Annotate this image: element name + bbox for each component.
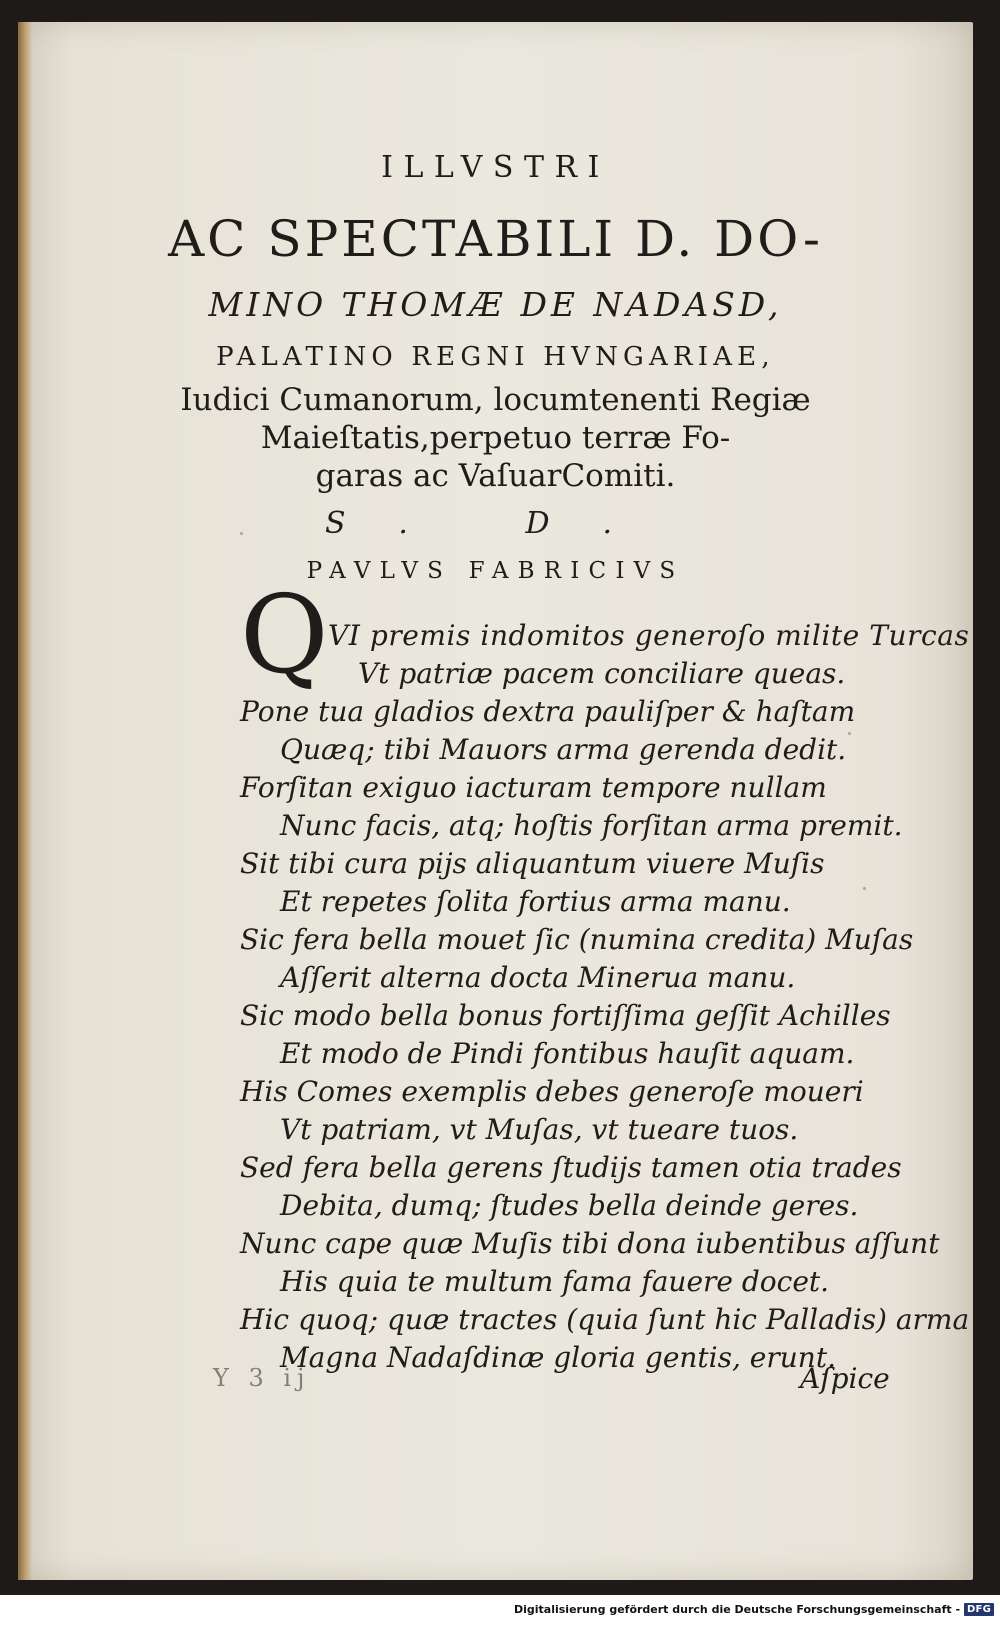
drop-capital: Q bbox=[240, 573, 329, 698]
poem-line-7: Sit tibi cura pijs aliquantum viuere Muſis bbox=[240, 847, 825, 880]
poem-line-8: Et repetes ſolita fortius arma manu. bbox=[280, 885, 791, 918]
signature-mark: Y 3 ij bbox=[213, 1364, 311, 1392]
book-page bbox=[18, 22, 973, 1580]
heading-line-1: ILLVSTRI bbox=[381, 150, 610, 185]
dfg-logo: DFG bbox=[964, 1603, 994, 1616]
heading-line-2: AC SPECTABILI D. DO- bbox=[168, 210, 823, 268]
author-name: PAVLVS FABRICIVS bbox=[306, 558, 685, 584]
ink-speck bbox=[258, 662, 261, 665]
poem-line-4: Quæq; tibi Mauors arma gerenda dedit. bbox=[280, 733, 847, 766]
heading-line-7: garas ac VaſuarComiti. bbox=[315, 458, 676, 494]
heading-line-5: Iudici Cumanorum, locumtenenti Regiæ bbox=[180, 382, 811, 418]
poem-line-19: Hic quoq; quæ tractes (quia ſunt hic Palladis) arma bbox=[240, 1303, 970, 1336]
poem-line-10: Aſſerit alterna docta Minerua manu. bbox=[280, 961, 796, 994]
poem-line-12: Et modo de Pindi fontibus hauſit aquam. bbox=[280, 1037, 855, 1070]
heading-line-6: Maieſtatis,perpetuo terræ Fo- bbox=[260, 420, 731, 456]
poem-line-15: Sed fera bella gerens ſtudijs tamen otia trades bbox=[240, 1151, 902, 1184]
salutation: S. D. bbox=[324, 506, 667, 541]
poem-line-6: Nunc facis, atq; hoſtis forſitan arma premit. bbox=[280, 809, 903, 842]
heading-line-4: PALATINO REGNI HVNGARIAE, bbox=[216, 342, 775, 372]
poem-line-9: Sic fera bella mouet ſic (numina credita) Muſas bbox=[240, 923, 914, 956]
poem-line-1: VI premis indomitos generoſo milite Turcas bbox=[328, 619, 970, 652]
poem-line-3: Pone tua gladios dextra pauliſper & haſtam bbox=[240, 695, 856, 728]
poem-line-16: Debita, dumq; ſtudes bella deinde geres. bbox=[280, 1189, 859, 1222]
ink-speck bbox=[240, 532, 243, 535]
poem-line-11: Sic modo bella bonus fortiſſima geſſit Achilles bbox=[240, 999, 891, 1032]
digitization-credit bbox=[514, 1600, 994, 1618]
poem-line-17: Nunc cape quæ Muſis tibi dona iubentibus aſſunt bbox=[240, 1227, 940, 1260]
catchword: Aſpice bbox=[800, 1362, 890, 1395]
credit-text: Digitalisierung gefördert durch die Deutsche Forschungsgemeinschaft - bbox=[513, 1602, 961, 1616]
poem-line-13: His Comes exemplis debes generoſe moueri bbox=[240, 1075, 864, 1108]
poem-line-14: Vt patriam, vt Muſas, vt tueare tuos. bbox=[280, 1113, 799, 1146]
poem-line-5: Forſitan exiguo iacturam tempore nullam bbox=[240, 771, 827, 804]
ink-speck bbox=[863, 887, 866, 890]
poem-line-20: Magna Nadaſdinæ gloria gentis, erunt. bbox=[280, 1341, 836, 1374]
ink-speck bbox=[848, 732, 851, 735]
poem-line-18: His quia te multum fama fauere docet. bbox=[280, 1265, 830, 1298]
heading-line-3: MINO THOMÆ DE NADASD, bbox=[208, 285, 783, 324]
poem-line-2: Vt patriæ pacem conciliare queas. bbox=[358, 657, 846, 690]
